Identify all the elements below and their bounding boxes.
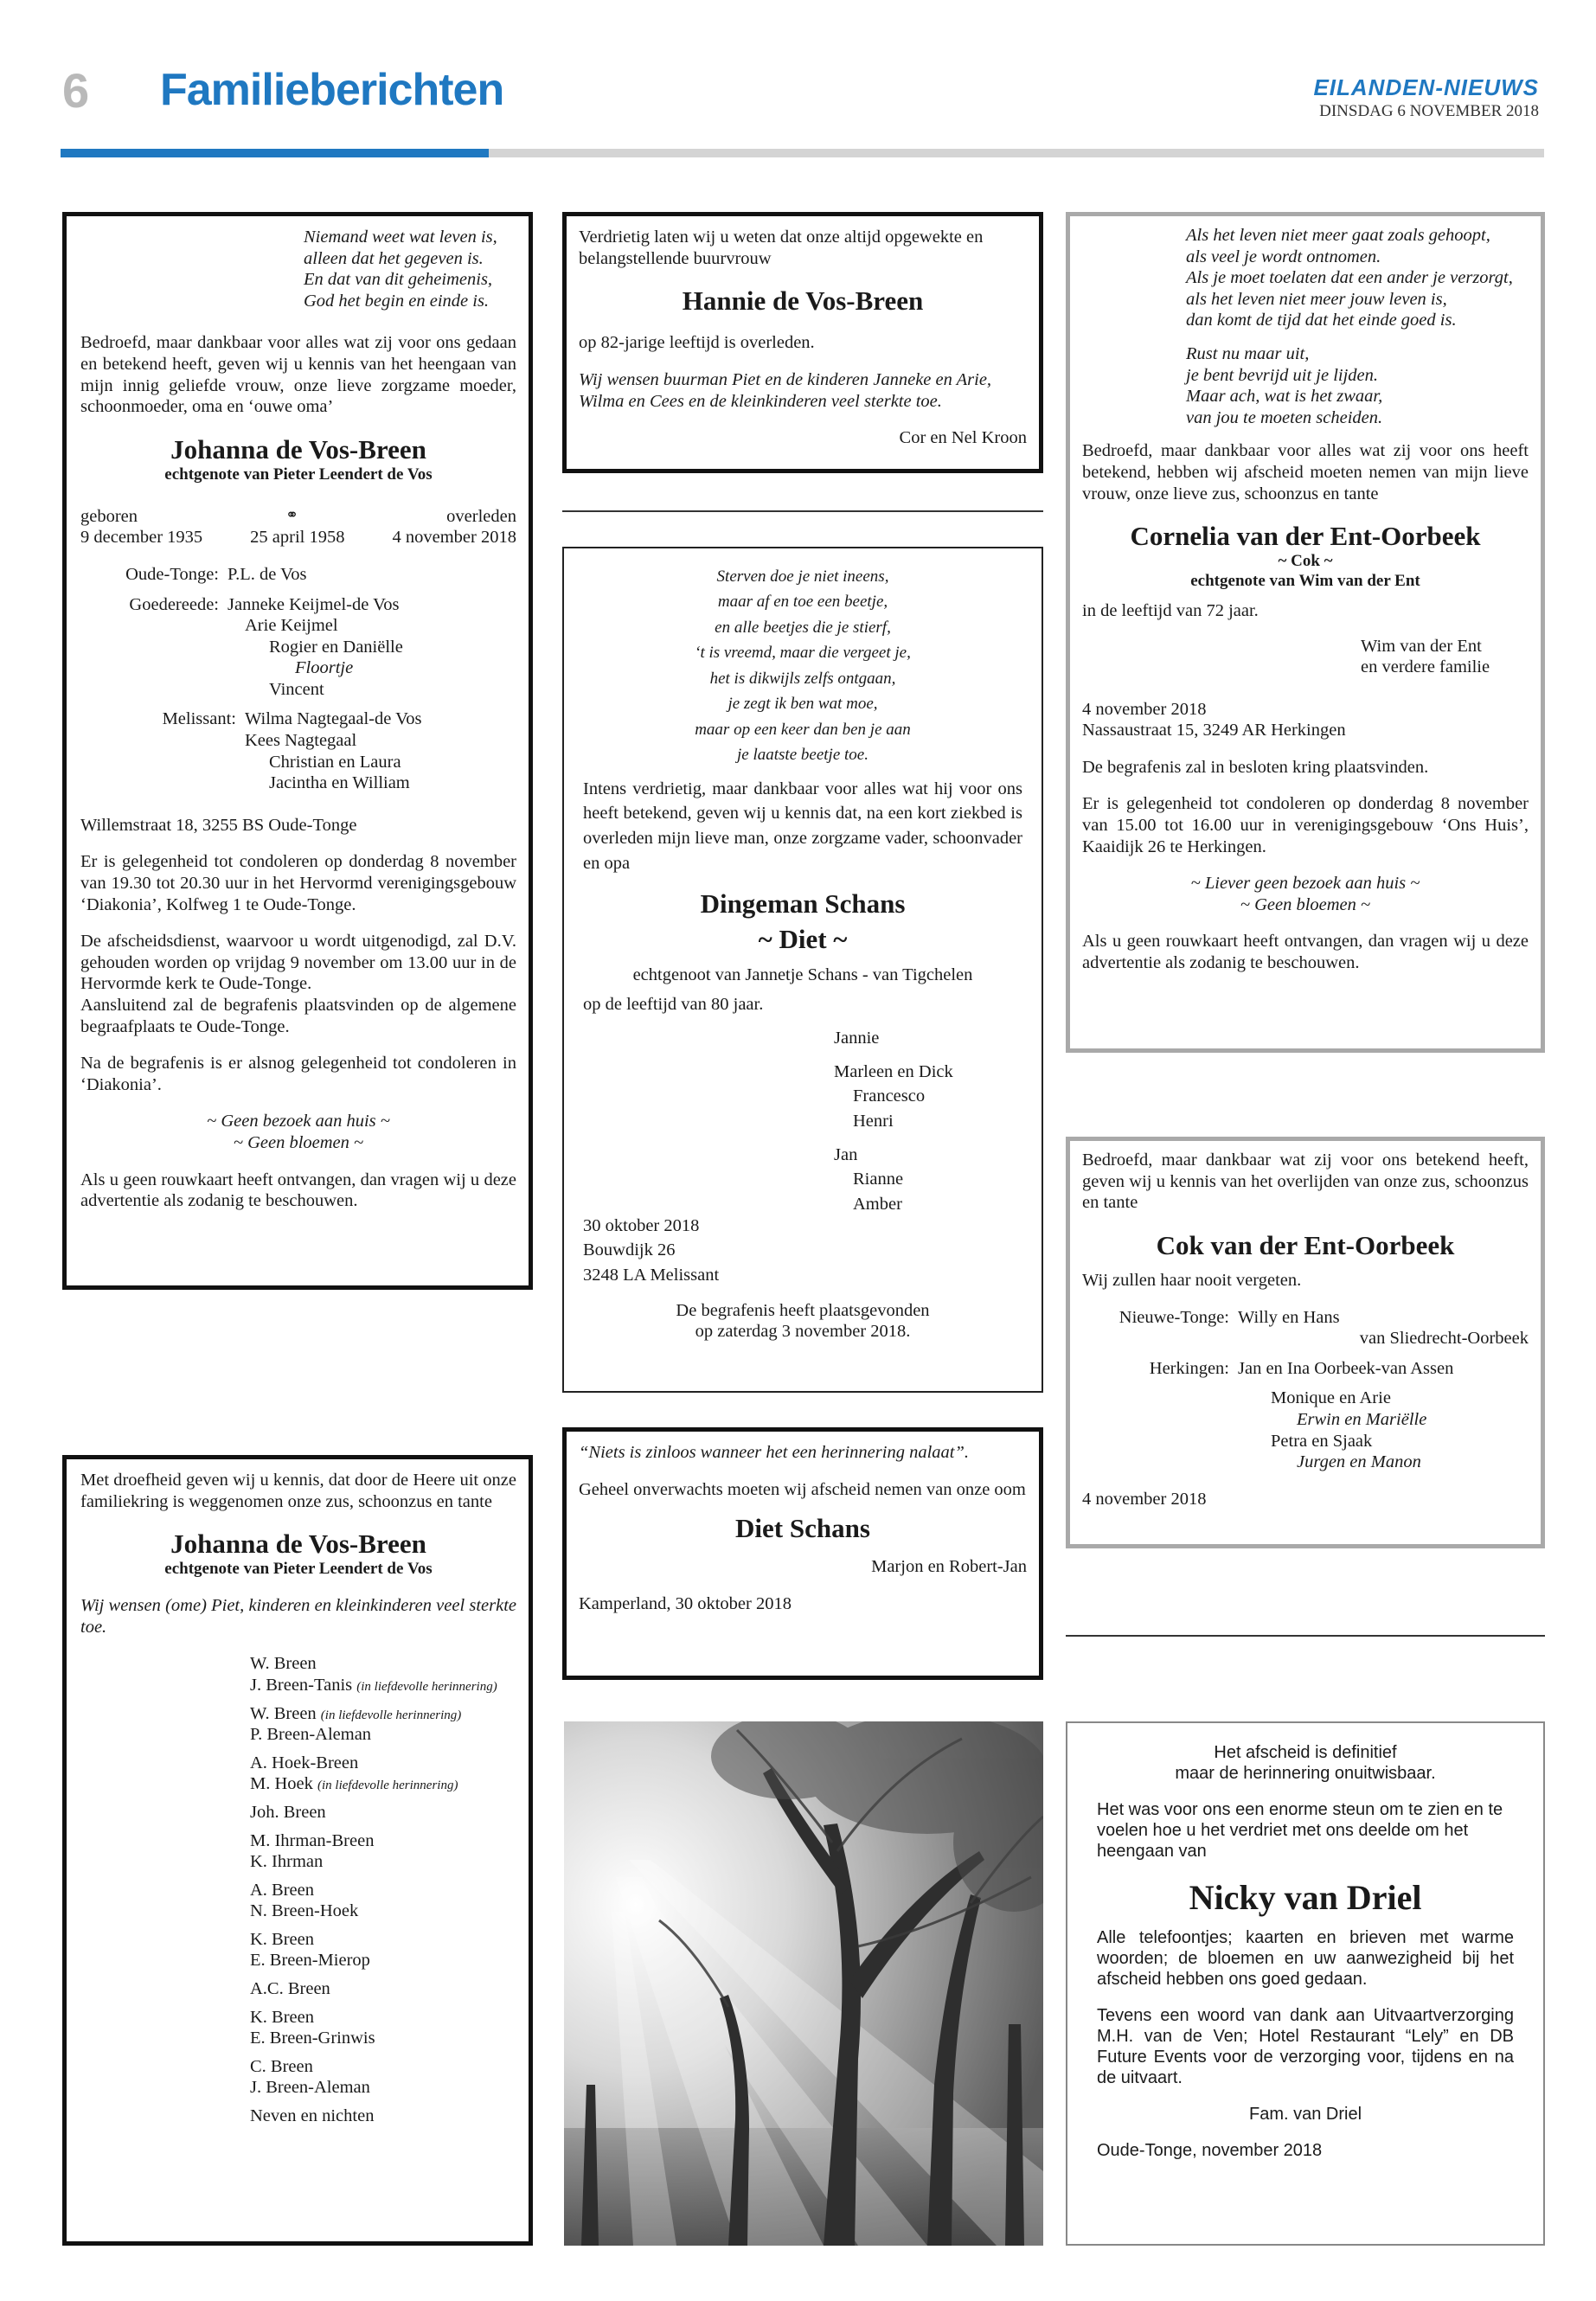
- relative-group: [250, 2007, 516, 2049]
- ad4-age: op de leeftijd van 80 jaar.: [583, 995, 764, 1015]
- ad8-signed: Fam. van Driel: [1248, 2105, 1362, 2124]
- relative-name: Neven en nichten: [250, 2106, 375, 2126]
- ad4-address: 30 oktober 2018 Bouwdijk 26 3248 LA Melissant: [583, 1215, 720, 1285]
- relative-name: Erwin en Mariëlle: [1297, 1409, 1427, 1429]
- ad3-deceased-name: Hannie de Vos-Breen: [682, 285, 924, 317]
- ad2-deceased-name: Johanna de Vos-Breen: [170, 1529, 426, 1560]
- relative-name: E. Breen-Mierop: [250, 1951, 370, 1971]
- relative-name: E. Breen-Grinwis: [250, 2029, 375, 2048]
- ad4-spouse: echtgenoot van Jannetje Schans - van Tigchelen: [632, 965, 973, 984]
- ad8-p3: Tevens een woord van dank aan Uitvaartverzorging M.H. van de Ven; Hotel Restaurant “Lely” en DB Future Events voor de verzorging voor, tijdens en na de uitvaart.: [1097, 2006, 1514, 2087]
- relative-group: [250, 1978, 516, 2000]
- ad1-deceased-name: Johanna de Vos-Breen: [170, 433, 426, 465]
- ad6-spouse: echtgenote van Wim van der Ent: [1190, 572, 1420, 591]
- relative-name: W. Breen: [250, 1654, 317, 1674]
- ad8-p2: Alle telefoontjes; kaarten en brieven met warme woorden; de bloemen en uw aanwezigheid bij het afscheid hebben ons goed gedaan.: [1097, 1928, 1514, 1989]
- relative-group: [250, 1653, 516, 1695]
- ad4-nickname: ~ Diet ~: [758, 924, 848, 955]
- ad3-wish: Wij wensen buurman Piet en de kinderen Janneke en Arie, Wilma en Cees en de kleinkinderen veel sterkte toe.: [579, 369, 992, 411]
- ad-dingeman-schans: [562, 547, 1043, 1393]
- ad7-children: [1271, 1388, 1529, 1472]
- ad4-poem: Sterven doe je niet ineens, maar af en toe een beetje, en alle beetjes die je stierf, ‘t is vreemd, maar die vergeet je, het is dikwijls zelfs ontgaan, je zegt ik ben wat moe, maar op een keer dan ben je aan je laatste beetje toe.: [695, 567, 911, 765]
- ad1-burial: Aansluitend zal de begrafenis plaatsvinden op de algemene begraafplaats te Oude-Tonge.: [80, 996, 516, 1036]
- ad4-family: Jannie Marleen en Dick Francesco Henri Jan Rianne Amber: [834, 1028, 953, 1214]
- newspaper-logo: EILANDEN-NIEUWS: [1313, 74, 1539, 100]
- ad1-poem: Niemand weet wat leven is, alleen dat het gegeven is. En dat van dit geheimenis, God het begin en einde is.: [304, 228, 497, 311]
- ad1-address: Willemstraat 18, 3255 BS Oude-Tonge: [80, 815, 357, 835]
- ad5-intro: Geheel onverwachts moeten wij afscheid nemen van onze oom: [579, 1479, 1026, 1499]
- relative-name: W. Breen (in liefdevolle herinnering): [250, 1703, 462, 1723]
- ad-hannie-neighbours: [562, 212, 1043, 473]
- relative-group: [250, 1929, 516, 1971]
- ad2-relatives: [250, 1653, 516, 2126]
- ad7-family-1: Nieuwe-Tonge: Willy en Hans: [1118, 1307, 1340, 1327]
- ad6-signed: Wim van der Ent en verdere familie: [1361, 636, 1490, 677]
- header-rule-blue: [61, 149, 489, 157]
- relative-group: [250, 2056, 516, 2099]
- issue-date: DINSDAG 6 NOVEMBER 2018: [1319, 102, 1539, 120]
- relative-name: Petra en Sjaak: [1271, 1431, 1373, 1451]
- relative-name: K. Ihrman: [250, 1852, 324, 1872]
- relative-name: M. Ihrman-Breen: [250, 1830, 375, 1850]
- ad1-after: Na de begrafenis is er alsnog gelegenheid tot condoleren in ‘Diakonia’.: [80, 1054, 516, 1094]
- relative-group: [250, 1802, 516, 1823]
- memorial-note: (in liefdevolle herinnering): [317, 1779, 458, 1793]
- section-title: Familieberichten: [160, 65, 504, 115]
- ad5-deceased-name: Diet Schans: [735, 1513, 870, 1544]
- relative-name: N. Breen-Hoek: [250, 1901, 359, 1921]
- ad1-dates: 9 december 1935 25 april 1958 4 november 2018: [80, 528, 516, 548]
- ad6-age: in de leeftijd van 72 jaar.: [1082, 600, 1259, 620]
- ad3-intro: Verdrietig laten wij u weten dat onze altijd opgewekte en belangstellende buurvrouw: [579, 228, 984, 268]
- ad-cornelia-van-der-ent: [1066, 212, 1545, 1053]
- relative-name: P. Breen-Aleman: [250, 1725, 372, 1745]
- ad5-place-date: Kamperland, 30 oktober 2018: [579, 1593, 792, 1613]
- ad8-line2: maar de herinnering onuitwisbaar.: [1175, 1764, 1436, 1783]
- ad2-intro: Met droefheid geven wij u kennis, dat door de Heere uit onze familiekring is weggenomen onze zus, schoonzus en tante: [80, 1471, 516, 1511]
- ad1-notice: Als u geen rouwkaart heeft ontvangen, dan vragen wij u deze advertentie als zodanig te beschouwen.: [80, 1170, 516, 1211]
- ad6-address: Nassaustraat 15, 3249 AR Herkingen: [1082, 721, 1346, 740]
- ad-johanna-family: [62, 212, 533, 1290]
- relative-group: [250, 1880, 516, 1922]
- ad6-deceased-name: Cornelia van der Ent-Oorbeek: [1130, 521, 1481, 552]
- ad6-no-visit: ~ Liever geen bezoek aan huis ~: [1190, 874, 1420, 894]
- ad6-no-flowers: ~ Geen bloemen ~: [1240, 894, 1371, 914]
- relative-group: [250, 1753, 516, 1795]
- ad2-spouse: echtgenote van Pieter Leendert de Vos: [164, 1560, 433, 1579]
- ad-cok-van-der-ent: [1066, 1137, 1545, 1548]
- ad-johanna-breen-family: [62, 1455, 533, 2246]
- ad1-condolence: Er is gelegenheid tot condoleren op donderdag 8 november van 19.30 tot 20.30 uur in het Hervormd verenigingsgebouw ‘Diakonia’, Kolfweg 1 te Oude-Tonge.: [80, 852, 516, 914]
- relative-name: J. Breen-Aleman: [250, 2078, 370, 2098]
- relative-name: M. Hoek (in liefdevolle herinnering): [250, 1774, 458, 1794]
- divider: [562, 510, 1043, 512]
- relative-name: Jurgen en Manon: [1297, 1452, 1421, 1472]
- ad6-condolence: Er is gelegenheid tot condoleren op donderdag 8 november van 15.00 tot 16.00 uur in verenigingsgebouw ‘Ons Huis’, Kaaidijk 26 te Herkingen.: [1082, 794, 1529, 856]
- ad1-no-visit: ~ Geen bezoek aan huis ~: [207, 1112, 390, 1131]
- ad4-funeral-date: op zaterdag 3 november 2018.: [695, 1322, 911, 1342]
- relative-name: J. Breen-Tanis (in liefdevolle herinnering): [250, 1675, 497, 1695]
- ad8-line1: Het afscheid is definitief: [1214, 1743, 1397, 1762]
- relative-name: A.C. Breen: [250, 1979, 330, 1999]
- relative-name: K. Breen: [250, 2007, 315, 2027]
- ad6-poem-2: Rust nu maar uit, je bent bevrijd uit je lijden. Maar ach, wat is het zwaar, van jou te moeten scheiden.: [1186, 343, 1383, 427]
- divider: [1066, 1635, 1545, 1637]
- ad6-funeral: De begrafenis zal in besloten kring plaatsvinden.: [1082, 757, 1429, 777]
- ad-nicky-van-driel-thanks: [1066, 1721, 1545, 2246]
- memorial-note: (in liefdevolle herinnering): [356, 1679, 497, 1694]
- forest-image: [564, 1721, 1043, 2246]
- ad7-family-2: Herkingen: Jan en Ina Oorbeek-van Assen: [1149, 1358, 1454, 1378]
- forest-sunlight-photo: [564, 1721, 1043, 2246]
- ad1-no-flowers: ~ Geen bloemen ~: [233, 1132, 364, 1152]
- ad5-quote: “Niets is zinloos wanneer het een herinnering nalaat”.: [579, 1443, 969, 1462]
- ad3-signed: Cor en Nel Kroon: [899, 428, 1027, 448]
- ad1-service: De afscheidsdienst, waarvoor u wordt uitgenodigd, zal D.V. gehouden worden op vrijdag 9 november om 13.00 uur in de Hervormde kerk te Oude-Tonge.: [80, 932, 516, 994]
- ad7-line: Wij zullen haar nooit vergeten.: [1082, 1270, 1302, 1290]
- ad1-intro: Bedroefd, maar dankbaar voor alles wat zij voor ons gedaan en betekend heeft, geven wij u kennis van het heengaan van mijn innig geliefde vrouw, onze lieve zorgzame moeder, schoonmoeder, oma en ‘ouwe oma’: [80, 333, 516, 417]
- ad3-age: op 82-jarige leeftijd is overleden.: [579, 333, 815, 353]
- relative-name: A. Hoek-Breen: [250, 1753, 359, 1772]
- ad8-deceased-name: Nicky van Driel: [1189, 1878, 1422, 1917]
- ad6-poem-1: Als het leven niet meer gaat zoals gehoopt, als veel je wordt ontnomen. Als je moet toelaten dat een ander je verzorgt, als het leven niet meer jouw leven is, dan komt de tijd dat het einde goed is.: [1186, 226, 1513, 330]
- ad8-place-date: Oude-Tonge, november 2018: [1097, 2141, 1323, 2160]
- ad7-deceased-name: Cok van der Ent-Oorbeek: [1156, 1229, 1455, 1260]
- relative-group: [250, 2106, 516, 2127]
- ad4-funeral: De begrafenis heeft plaatsgevonden: [676, 1300, 930, 1320]
- ad4-intro: Intens verdrietig, maar dankbaar voor alles wat hij voor ons heeft betekend, geven wij u kennis dat, na een kort ziekbed is overleden mijn lieve man, onze zorgzame vader, schoonvader en opa: [583, 779, 1022, 873]
- ad1-family: Oude-Tonge: P.L. de Vos Goedereede: Janneke Keijmel-de Vos Arie Keijmel Rogier en Daniëlle Floortje Vincent Melissant: Wilma Nagtegaal-de Vos Kees Nagtegaal Christian en Laura Jacintha en William: [125, 564, 422, 793]
- ad4-deceased-name: Dingeman Schans: [700, 888, 906, 920]
- ad-diet-schans-nephew: [562, 1427, 1043, 1680]
- memorial-note: (in liefdevolle herinnering): [320, 1708, 462, 1722]
- ad6-nickname: ~ Cok ~: [1278, 552, 1333, 571]
- relative-group: [250, 1830, 516, 1873]
- ad8-p1: Het was voor ons een enorme steun om te zien en te voelen hoe u het verdriet met ons deelde om het heengaan van: [1097, 1800, 1503, 1861]
- ad7-family-1b: van Sliedrecht-Oorbeek: [1359, 1329, 1529, 1349]
- ad7-intro: Bedroefd, maar dankbaar wat zij voor ons betekend heeft, geven wij u kennis van het overlijden van onze zus, schoonzus en tante: [1082, 1150, 1529, 1213]
- wedding-rings-icon: ⚭: [285, 505, 299, 523]
- relative-name: K. Breen: [250, 1929, 315, 1949]
- relative-group: [250, 1703, 516, 1746]
- relative-name: C. Breen: [250, 2056, 313, 2076]
- ad6-intro: Bedroefd, maar dankbaar voor alles wat zij voor ons heeft betekend, hebben wij afscheid moeten nemen van mijn lieve vrouw, onze lieve zus, schoonzus en tante: [1082, 441, 1529, 503]
- ad1-dates-labels: geboren ⚭ overleden: [80, 505, 516, 526]
- ad2-wish: Wij wensen (ome) Piet, kinderen en kleinkinderen veel sterkte toe.: [80, 1596, 516, 1637]
- ad7-date: 4 november 2018: [1082, 1489, 1207, 1509]
- relative-name: A. Breen: [250, 1880, 315, 1900]
- header-rule-grey: [489, 149, 1544, 157]
- ad1-spouse: echtgenote van Pieter Leendert de Vos: [164, 465, 433, 484]
- page-number: 6: [62, 63, 90, 118]
- relative-name: Monique en Arie: [1271, 1388, 1391, 1408]
- ad5-signed: Marjon en Robert-Jan: [871, 1557, 1027, 1577]
- ad6-notice: Als u geen rouwkaart heeft ontvangen, dan vragen wij u deze advertentie als zodanig te beschouwen.: [1082, 932, 1529, 973]
- ad6-date: 4 november 2018: [1082, 699, 1207, 719]
- relative-name: Joh. Breen: [250, 1802, 326, 1822]
